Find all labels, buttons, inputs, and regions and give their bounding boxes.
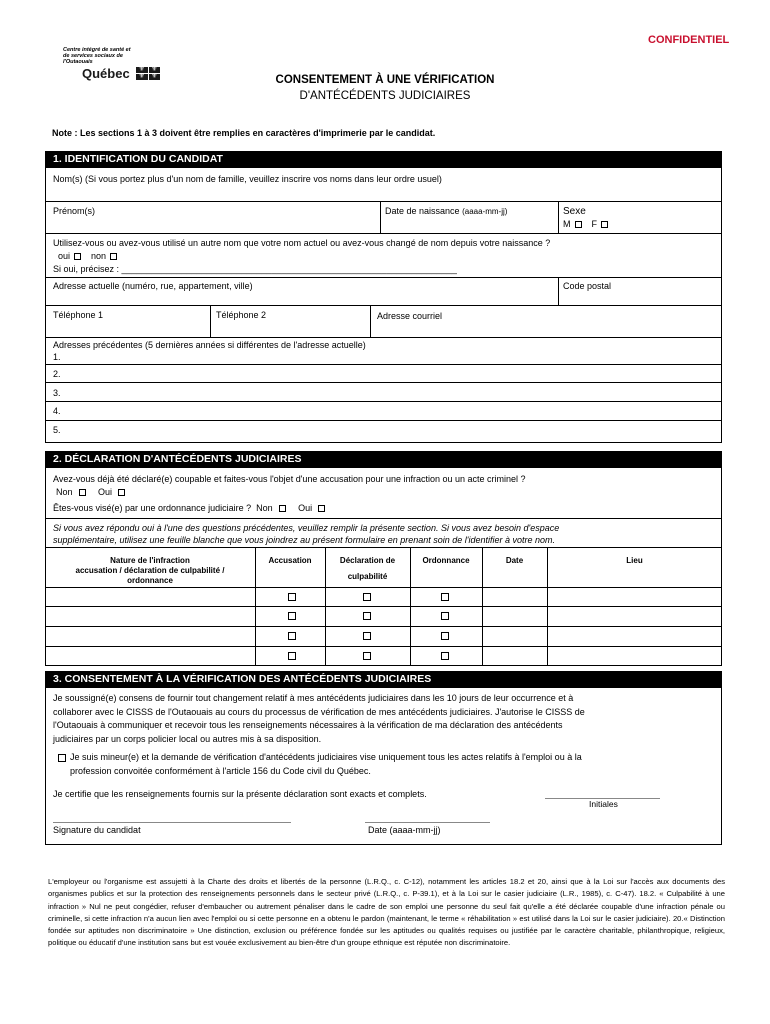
consent-line3: l'Outaouais à communiquer et recevoir tous les renseignements nécessaires à la vérification de ma déclaration des antécédents — [53, 720, 563, 730]
email-label: Adresse courriel — [377, 311, 443, 321]
section1-header: 1. IDENTIFICATION DU CANDIDAT — [45, 151, 722, 167]
form-title: CONSENTEMENT À UNE VÉRIFICATION — [275, 74, 495, 86]
row3-accusation-checkbox[interactable] — [288, 632, 296, 640]
section2-header: 2. DÉCLARATION D'ANTÉCÉDENTS JUDICIAIRES — [45, 451, 722, 467]
col-nature-line1: Nature de l'infraction — [110, 556, 190, 565]
row4-declaration-checkbox[interactable] — [363, 652, 371, 660]
date-label: Date (aaaa-mm-jj) — [368, 825, 441, 835]
col-declaration-header — [325, 556, 410, 582]
court-order-oui-label: Oui — [298, 503, 313, 513]
row1-ordonnance-checkbox[interactable] — [441, 593, 449, 601]
row4-accusation-checkbox[interactable] — [288, 652, 296, 660]
court-order-question: Êtes-vous visé(e) par une ordonnance judiciaire ? — [53, 503, 252, 513]
row3-declaration-checkbox[interactable] — [363, 632, 371, 640]
prenom-label: Prénom(s) — [53, 206, 96, 216]
dob-format: (aaaa-mm-jj) — [462, 207, 508, 216]
sexe-label: Sexe — [563, 206, 586, 217]
row4-ordonnance-checkbox[interactable] — [441, 652, 449, 660]
names-label: Nom(s) (Si vous portez plus d'un nom de famille, veuillez inscrire vos noms dans leur ordre usuel) — [53, 174, 442, 184]
instruction-line2: supplémentaire, utilisez une feuille blanche que vous joindrez au présent formulaire en prenant soin de l'identifier à votre nom. — [53, 535, 556, 545]
col-nature-line3: ordonnance — [127, 576, 173, 585]
other-name-non-checkbox[interactable] — [110, 253, 117, 260]
other-name-question: Utilisez-vous ou avez-vous utilisé un autre nom que votre nom actuel ou avez-vous changé de nom depuis votre naissance ? — [53, 238, 551, 248]
postal-code-label: Code postal — [563, 281, 612, 291]
row1-accusation-checkbox[interactable] — [288, 593, 296, 601]
sexe-f-checkbox[interactable] — [601, 221, 608, 228]
si-oui-field[interactable]: Si oui, précisez : ___________________________________________________________________ — [53, 264, 457, 274]
col-accusation-header: Accusation — [268, 556, 312, 565]
sexe-m-label: M — [563, 219, 571, 229]
prev-address-row[interactable]: 5. — [53, 425, 61, 435]
row2-accusation-checkbox[interactable] — [288, 612, 296, 620]
prev-address-row[interactable]: 1. — [53, 352, 61, 362]
court-order-oui-checkbox[interactable] — [318, 505, 325, 512]
convicted-non-label: Non — [56, 487, 73, 497]
col-nature-header — [45, 556, 255, 586]
row2-ordonnance-checkbox[interactable] — [441, 612, 449, 620]
sexe-options — [563, 219, 608, 229]
tel1-label: Téléphone 1 — [53, 310, 104, 320]
convicted-question: Avez-vous déjà été déclaré(e) coupable et faites-vous l'objet d'une accusation pour une infraction ou un acte criminel ? — [53, 474, 526, 484]
tel2-label: Téléphone 2 — [216, 310, 267, 320]
form-note: Note : Les sections 1 à 3 doivent être remplies en caractères d'imprimerie par le candidat. — [52, 128, 436, 138]
convicted-oui-checkbox[interactable] — [118, 489, 125, 496]
signature-label: Signature du candidat — [53, 825, 141, 835]
minor-line1: Je suis mineur(e) et la demande de vérification d'antécédents judiciaires vise uniquement tous les actes relatifs à l'emploi ou à la — [70, 752, 582, 762]
other-name-oui-label: oui — [58, 251, 71, 261]
quebec-flag-icon: ⚜ ⚜ ⚜ ⚜ — [136, 67, 160, 80]
other-name-non-label: non — [91, 251, 107, 261]
sexe-m-checkbox[interactable] — [575, 221, 582, 228]
initiales-label: Initiales — [589, 799, 618, 809]
other-name-options — [58, 251, 117, 261]
col-ordonnance-header: Ordonnance — [422, 556, 470, 565]
consent-line2: collaborer avec le CISSS de l'Outaouais au cours du processus de vérification de mes antécédents judiciaires. J'autorise le CISSS de — [53, 706, 585, 717]
other-name-oui-checkbox[interactable] — [74, 253, 81, 260]
minor-checkbox[interactable] — [58, 754, 66, 762]
dob-label: Date de naissance — [385, 206, 460, 216]
col-lieu-header: Lieu — [626, 556, 643, 565]
minor-statement — [70, 751, 720, 778]
address-label: Adresse actuelle (numéro, rue, appartement, ville) — [53, 281, 253, 291]
prev-address-row[interactable]: 3. — [53, 388, 61, 398]
prev-address-row[interactable]: 2. — [53, 369, 61, 379]
convicted-oui-label: Oui — [98, 487, 113, 497]
instruction-line1: Si vous avez répondu oui à l'une des questions précédentes, veuillez remplir la présente section. Si vous avez besoin d'espace — [53, 523, 560, 533]
prev-address-row[interactable]: 4. — [53, 406, 61, 416]
logo-organization-name: Centre intégré de santé et de services sociaux de l'Outaouais — [63, 47, 131, 65]
dob-field[interactable] — [385, 206, 507, 216]
consent-paragraph — [53, 692, 717, 746]
section3-header: 3. CONSENTEMENT À LA VÉRIFICATION DES ANTÉCÉDENTS JUDICIAIRES — [45, 671, 722, 687]
previous-addresses-label: Adresses précédentes (5 dernières années si différentes de l'adresse actuelle) — [53, 340, 366, 350]
consent-line4: judiciaires par un corps policier local ou autres mis à sa disposition. — [53, 733, 322, 744]
quebec-logo: Québec — [82, 66, 130, 81]
col-nature-line2: accusation / déclaration de culpabilité / — [75, 566, 225, 575]
consent-line1: Je soussigné(e) consens de fournir tout changement relatif à mes antécédents judiciaires dans les 10 jours de leur occurrence et à — [53, 693, 574, 703]
col-declaration-line2: culpabilité — [347, 572, 388, 581]
form-subtitle: D'ANTÉCÉDENTS JUDICIAIRES — [299, 90, 471, 102]
sexe-f-label: F — [591, 219, 598, 229]
convicted-non-checkbox[interactable] — [79, 489, 86, 496]
convicted-options — [56, 487, 125, 497]
court-order-non-label: Non — [256, 503, 273, 513]
row1-declaration-checkbox[interactable] — [363, 593, 371, 601]
certify-statement: Je certifie que les renseignements fournis sur la présente déclaration sont exacts et complets. — [53, 789, 427, 799]
col-declaration-line1: Déclaration de — [339, 556, 396, 565]
minor-line2: profession convoitée conformément à l'article 156 du Code civil du Québec. — [70, 765, 371, 776]
row3-ordonnance-checkbox[interactable] — [441, 632, 449, 640]
court-order-line — [53, 503, 325, 513]
court-order-non-checkbox[interactable] — [279, 505, 286, 512]
col-date-header: Date — [505, 556, 524, 565]
legal-footer: L'employeur ou l'organisme est assujetti à la Charte des droits et libertés de la personne (L.R.Q., c. C-12), notamment les articles 18.2 et 20, ainsi que à la Loi sur l'accès aux documents des organismes publics et sur la protection des renseignements personnels dans le secteur privé (L.R.Q., c. P-39.1), et à la Loi sur le casier judiciaire (L.R., 1985), c. C-47). 18.2. « Culpabilité à une infraction » Nul ne peut congédier, refuser d'embaucher ou autrement pénaliser dans le cadre de son emploi une personne du seul fait qu'elle a été déclarée coupable d'une infraction pénale ou criminelle, si cette infraction n'a aucun lien avec l'emploi ou si cette personne en a obtenu le pardon (maintenant, le terme « réhabilitation » est utilisé dans la Loi sur le casier judiciaire). 20.« Distinction fondée sur aptitudes non discriminatoire » Une distinction, exclusion ou préférence fondée sur les aptitudes ou qualités requises ou justifiée par le caractère charitable, philanthropique, religieux, politique ou éducatif d'une institution sans but est vouée exclusivement au bien-être d'un groupe ethnique est réputée non discriminatoire. — [48, 877, 725, 948]
row2-declaration-checkbox[interactable] — [363, 612, 371, 620]
confidential-label: CONFIDENTIEL — [648, 34, 730, 46]
